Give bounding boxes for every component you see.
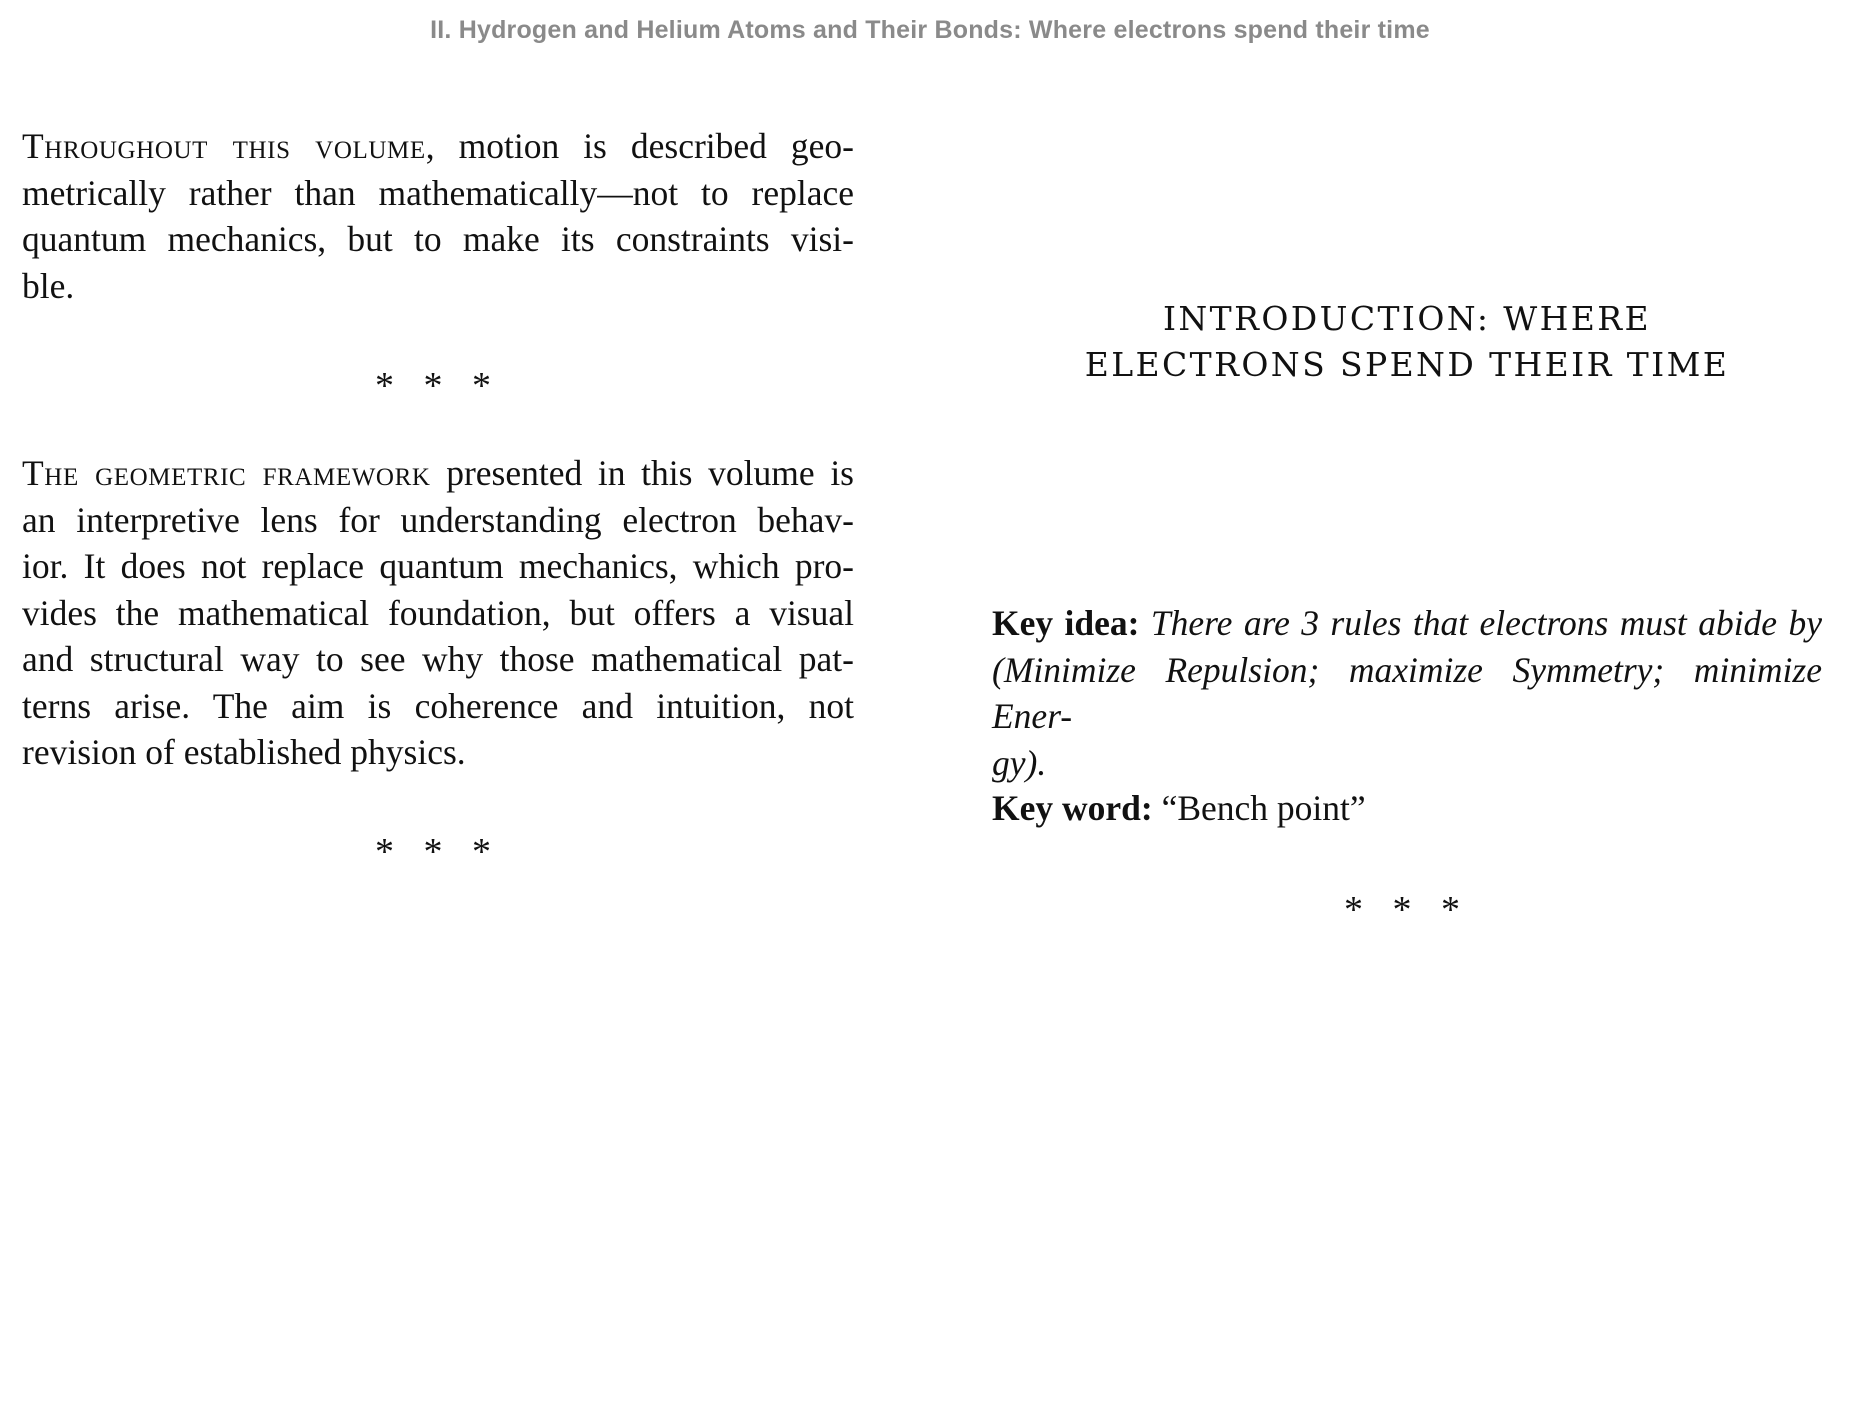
para1-line3: quantum mechanics, but to make its constraints visi- bbox=[22, 219, 854, 259]
key-word bbox=[992, 785, 1822, 832]
para1-line1-text: , motion is described geo- bbox=[425, 126, 854, 166]
paragraph-throughout bbox=[22, 123, 854, 309]
key-idea-line2: (Minimize Repulsion; maximize Symmetry; minimize Ener- bbox=[992, 649, 1822, 736]
section-break-1: * * * bbox=[375, 365, 501, 407]
section-break-3: * * * bbox=[1344, 889, 1470, 931]
key-idea-label: Key idea: bbox=[992, 603, 1140, 643]
para2-line1 bbox=[22, 450, 854, 497]
para1-line1 bbox=[22, 123, 854, 170]
chapter-title-line1: INTRODUCTION: WHERE bbox=[1162, 299, 1652, 338]
key-idea bbox=[992, 600, 1822, 786]
paragraph-geometric-framework bbox=[22, 450, 854, 776]
small-caps-lead: The geometric framework bbox=[22, 453, 431, 493]
small-caps-lead: Throughout this volume bbox=[22, 126, 426, 166]
para2-line2: an interpretive lens for understanding electron behav- bbox=[22, 499, 854, 540]
para2-line6: terns arise. The aim is coherence and intuition, not bbox=[22, 685, 854, 726]
key-idea-line3: gy). bbox=[992, 742, 1047, 783]
key-word-label: Key word: bbox=[992, 788, 1153, 828]
para2-line7: revision of established physics. bbox=[22, 732, 466, 772]
para2-line4: vides the mathematical foundation, but offers a visual bbox=[22, 592, 854, 633]
para1-line4: ble. bbox=[22, 265, 75, 306]
para2-line3: ior. It does not replace quantum mechanics, which pro- bbox=[22, 546, 854, 586]
key-idea-text-1: There are 3 rules that electrons must abide by bbox=[1139, 603, 1822, 643]
para2-line1-text: presented in this volume is bbox=[430, 453, 854, 493]
chapter-title bbox=[992, 296, 1822, 388]
para1-line2: metrically rather than mathematically—not to replace bbox=[22, 172, 854, 213]
section-break-2: * * * bbox=[375, 831, 501, 873]
chapter-title-line2: ELECTRONS SPEND THEIR TIME bbox=[1084, 345, 1730, 384]
running-header: II. Hydrogen and Helium Atoms and Their Bonds: Where electrons spend their time bbox=[430, 16, 1430, 44]
para2-line5: and structural way to see why those mathematical pat- bbox=[22, 639, 854, 679]
key-word-value: “Bench point” bbox=[1152, 788, 1366, 828]
key-idea-line1 bbox=[992, 600, 1822, 647]
